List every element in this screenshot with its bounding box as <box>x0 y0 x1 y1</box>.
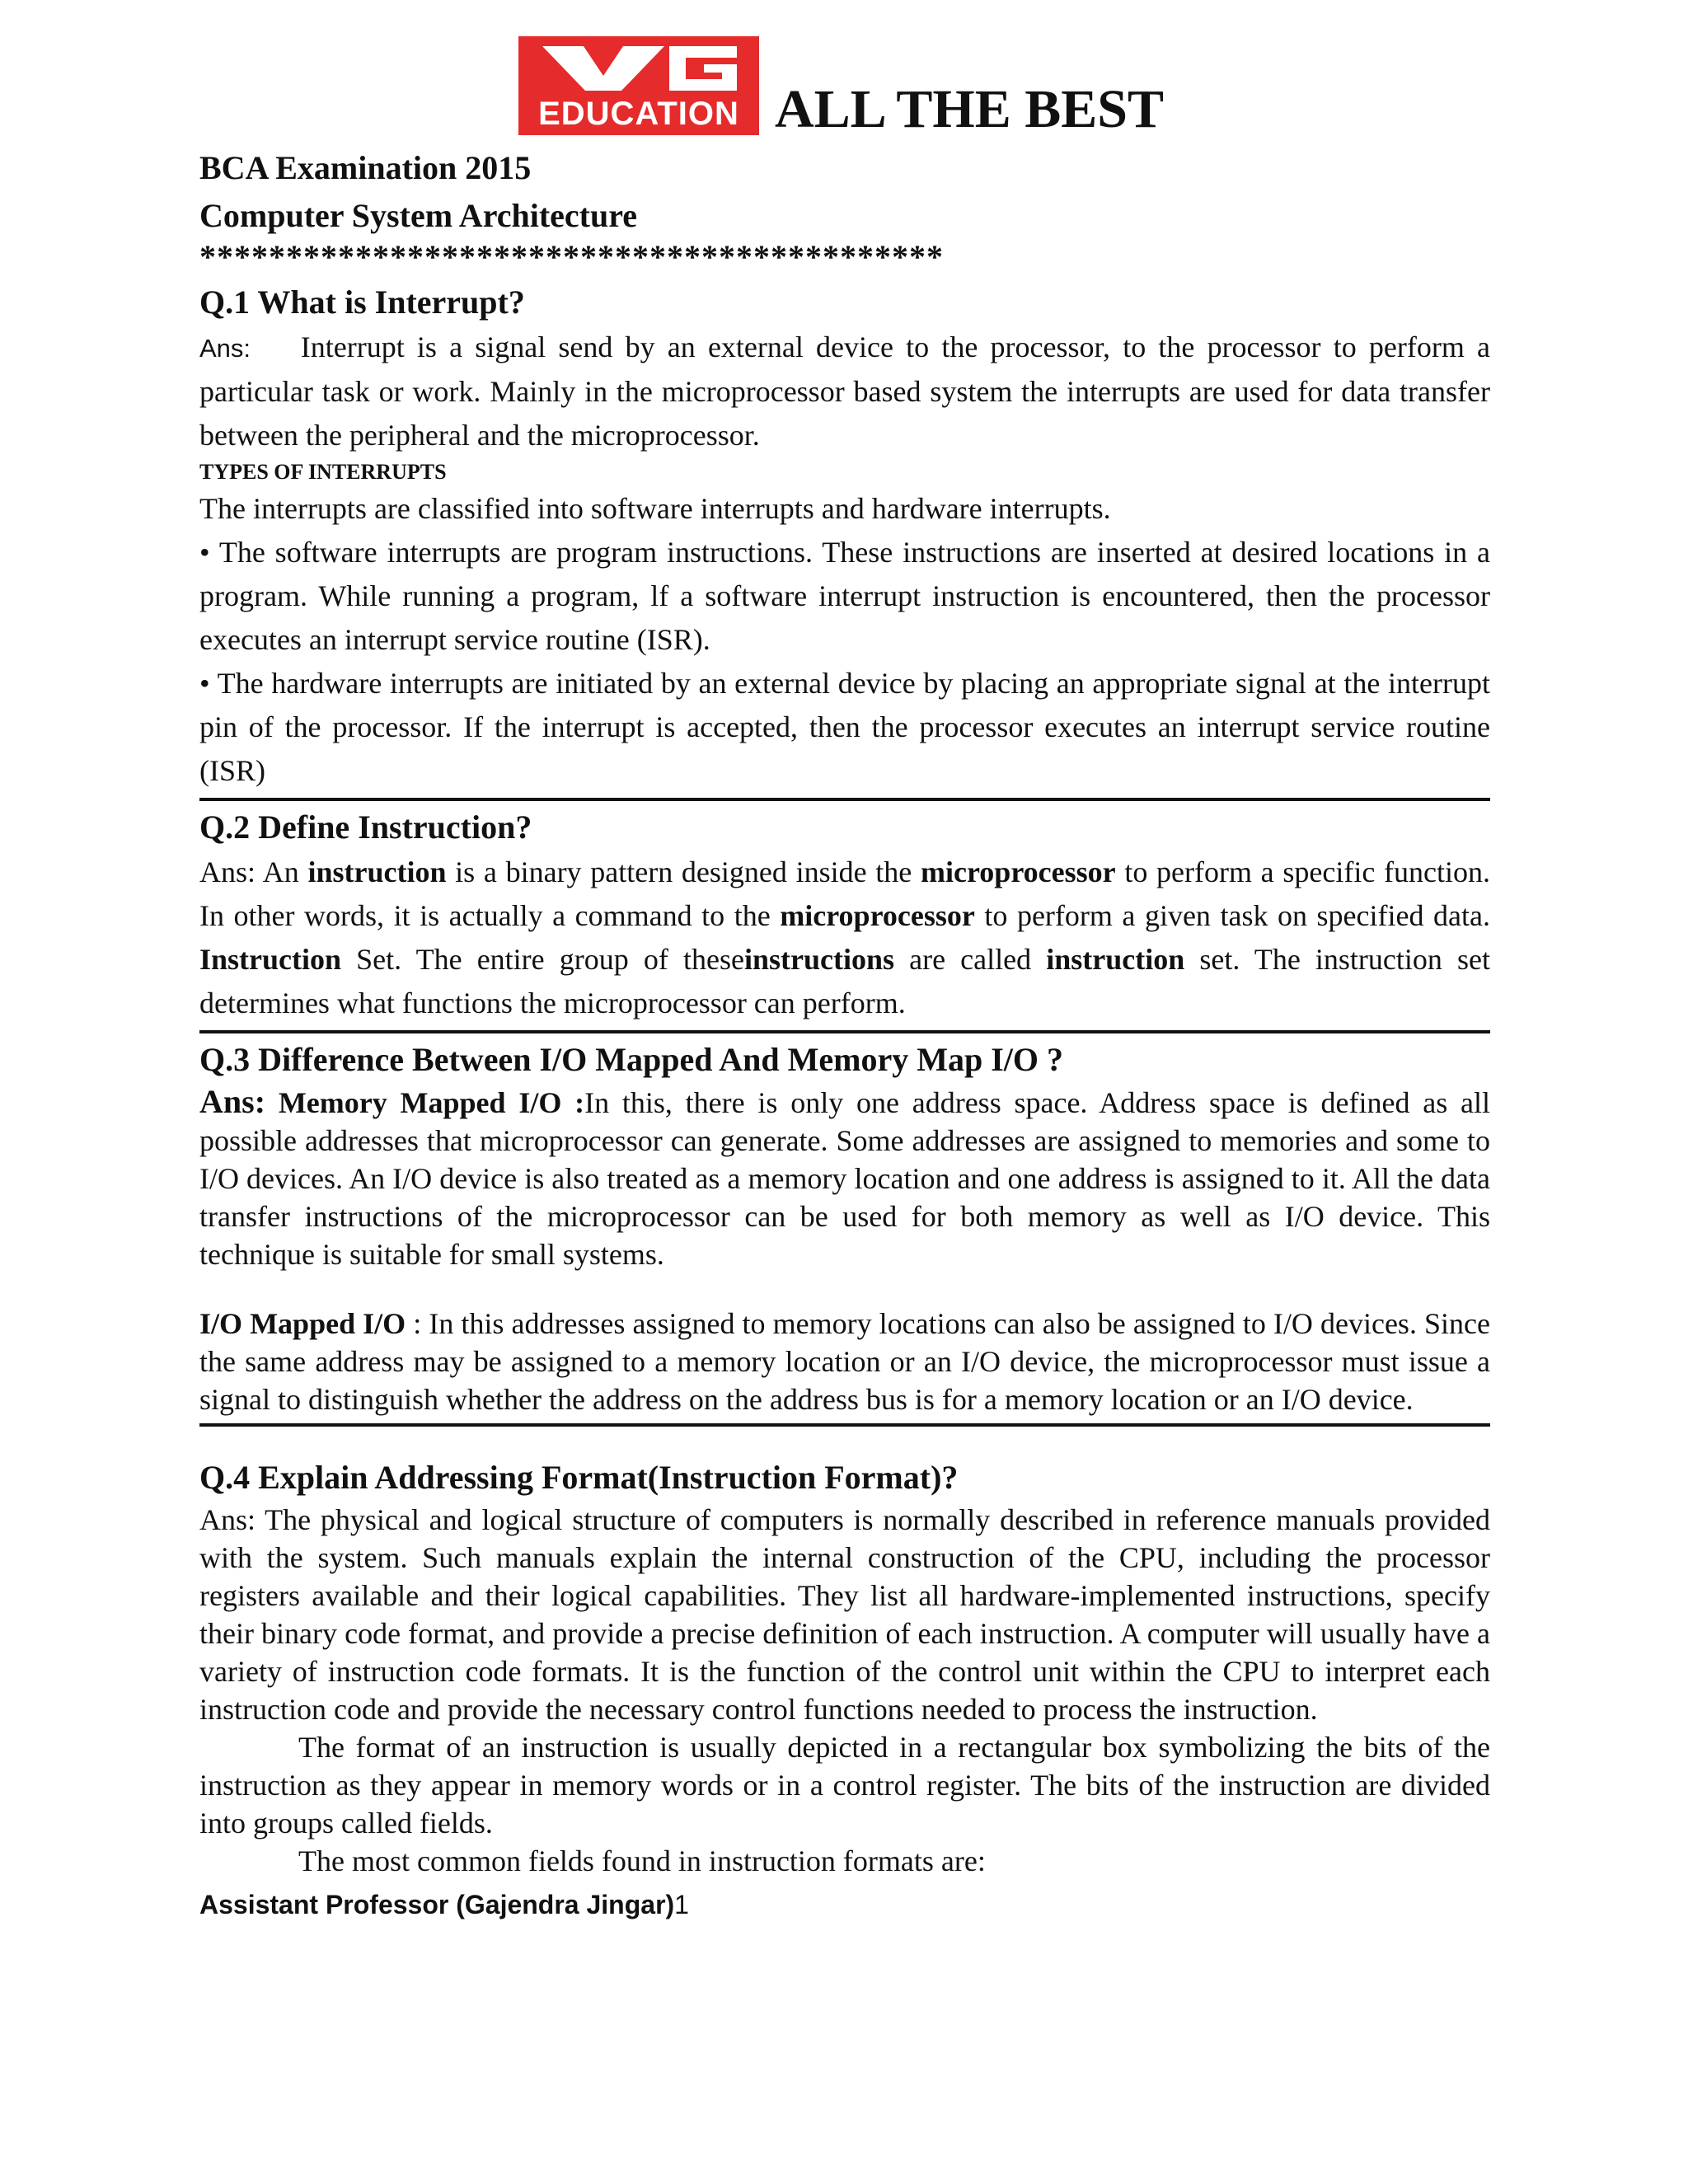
q1-software-bullet: • The software interrupts are program instructions. These instructions are inserted at desired locations in a program. While running a program, lf a software interrupt instruction is encountered, then the processor executes an interrupt service routine (ISR). <box>199 536 1490 656</box>
question-3-heading: Q.3 Difference Between I/O Mapped And Memory Map I/O ? <box>199 1041 1064 1078</box>
exam-title: BCA Examination 2015 <box>199 149 532 186</box>
page-footer <box>199 1888 1490 1921</box>
subject-title: Computer System Architecture <box>199 197 638 234</box>
question-1-heading: Q.1 What is Interrupt? <box>199 284 525 321</box>
page-header <box>199 33 1490 144</box>
q1-classification-text: The interrupts are classified into software interrupts and hardware interrupts. <box>199 492 1111 525</box>
author-credit: Assistant Professor (Gajendra Jingar) <box>199 1890 675 1919</box>
q2-answer-paragraph: Ans: An instruction is a binary pattern designed inside the microprocessor to perform a specific function. In other words, it is actually a command to the microprocessor to perform a given task on specified data. Instruction Set. The entire group of theseinstructions are called instruction set. The instruction set determines what functions the microprocessor can perform. <box>199 855 1490 1019</box>
vg-logo-mark <box>536 43 742 92</box>
q4-answer-paragraph: Ans: The physical and logical structure of computers is normally described in reference manuals provided with the system. Such manuals explain the internal construction of the CPU, including the processor registers available and their logical capabilities. They list all hardware-implemented instructions, specify their binary code format, and provide a precise definition of each instruction. A computer will usually have a variety of instruction code formats. It is the function of the control unit within the CPU to interpret each instruction code and provide the necessary control functions needed to process the instruction. <box>199 1503 1490 1726</box>
answer-label: Ans: <box>199 1083 266 1120</box>
question-2-heading: Q.2 Define Instruction? <box>199 808 532 846</box>
section-divider <box>199 1030 1490 1033</box>
page-number: 1 <box>674 1890 689 1919</box>
q3-io-mapped-paragraph <box>199 1305 1490 1418</box>
question-4-heading: Q.4 Explain Addressing Format(Instruction Format)? <box>199 1459 959 1496</box>
section-divider <box>199 1423 1490 1427</box>
section-divider <box>199 798 1490 801</box>
io-mapped-text: : In this addresses assigned to memory locations can also be assigned to I/O devices. Since the same address may be assigned to a memory location or an I/O device, the microprocessor must issue a signal to distinguish whether the address on the address bus is for a memory location or an I/O device. <box>199 1307 1490 1416</box>
logo-education-text: EDUCATION <box>538 96 739 132</box>
q1-hardware-bullet: • The hardware interrupts are initiated by an external device by placing an appropriate signal at the interrupt pin of the processor. If the interrupt is accepted, then the processor executes an interrupt service routine (ISR) <box>199 667 1490 787</box>
q3-memory-mapped-paragraph <box>199 1083 1490 1273</box>
memory-mapped-label: Memory Mapped I/O : <box>278 1086 585 1119</box>
memory-mapped-text: In this, there is only one address space. Address space is defined as all possible addresses that microprocessor can generate. Some addresses are assigned to memories and some to I/O devices. An I/O device is also treated as a memory location and one address is assigned to it. All the data transfer instructions of the microprocessor can be used for both memory as well as I/O device. This technique is suitable for small systems. <box>199 1086 1490 1271</box>
q4-format-paragraph: The format of an instruction is usually depicted in a rectangular box symbolizing the bits of the instruction as they appear in memory words or in a control register. The bits of the instruction are divided into groups called fields. <box>199 1731 1490 1840</box>
document-page <box>199 33 1490 1921</box>
answer-label: Ans: <box>199 334 251 363</box>
star-divider: ******************************************* <box>199 238 944 275</box>
q1-answer-text: Interrupt is a signal send by an external device to the processor, to the processor to perform a particular task or work. Mainly in the microprocessor based system the interrupts are used for data transfer between the peripheral and the microprocessor. <box>199 330 1490 452</box>
q4-fields-intro: The most common fields found in instruction formats are: <box>298 1844 986 1877</box>
vg-education-logo <box>518 36 759 135</box>
tagline: ALL THE BEST <box>775 79 1165 139</box>
io-mapped-label: I/O Mapped I/O <box>199 1307 406 1340</box>
q1-answer-paragraph <box>199 326 1490 457</box>
types-of-interrupts-heading: TYPES OF INTERRUPTS <box>199 460 447 484</box>
